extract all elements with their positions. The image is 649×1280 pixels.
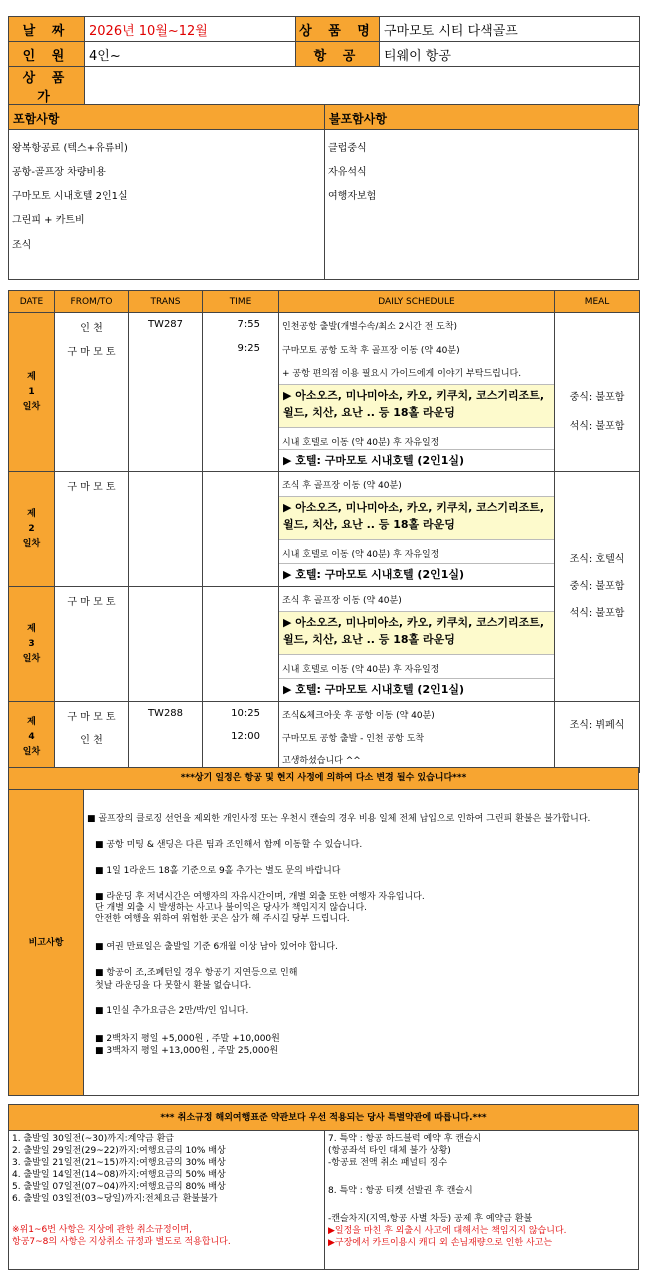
- col-header-meal: MEAL: [555, 291, 640, 313]
- day-4-label: 제 4 일차: [9, 702, 55, 773]
- schedule-line: 조식 후 골프장 이동 (약 40분): [282, 596, 402, 606]
- date-label: 날 짜: [9, 17, 85, 42]
- remark-line: ■ 1인실 추가요금은 2만/박/인 입니다.: [95, 1006, 249, 1016]
- schedule-line: 고생하셨습니다 ^^: [282, 756, 361, 766]
- price-value: [85, 67, 640, 106]
- airline-label: 항 공: [296, 42, 380, 67]
- day-2-label: 제 2 일차: [9, 472, 55, 587]
- schedule-line: 시내 호텔로 이동 (약 40분) 후 자유일정: [282, 665, 440, 675]
- cancellation-title: *** 취소규정 해외여행표준 약관보다 우선 적용되는 당사 특별약관에 따릅니다.***: [9, 1105, 638, 1131]
- schedule-line: 구마모토 공항 도착 후 골프장 이동 (약 40분): [282, 346, 460, 356]
- exclude-item: 자유석식: [328, 167, 367, 178]
- day-1-time-arr: 9:25: [237, 343, 260, 354]
- meal-dinner: 석식: 불포함: [569, 608, 625, 619]
- cancel-note: ※위1~6번 사항은 지상에 관한 취소규정이며,: [12, 1225, 192, 1235]
- day-1-time-dep: 7:55: [237, 319, 260, 330]
- table-row: [9, 472, 640, 587]
- include-item: 공항-골프장 차량비용: [12, 167, 106, 178]
- schedule-line: 조식&체크아웃 후 공항 이동 (약 40분): [282, 711, 435, 721]
- include-item: 그린피 + 카트비: [12, 215, 85, 226]
- day-1-from: 인 천: [80, 323, 103, 334]
- schedule-line: 인천공항 출발(개별수속/최소 2시간 전 도착): [282, 322, 458, 332]
- table-row: [9, 587, 640, 702]
- cancel-rule: (항공좌석 타인 대체 불가 상황): [328, 1146, 451, 1156]
- price-label: 상 품 가: [9, 67, 85, 106]
- day-1-to: 구 마 모 토: [67, 347, 116, 358]
- meal-dinner: 석식: 불포함: [569, 421, 625, 432]
- include-item: 구마모토 시내호텔 2인1실: [12, 191, 128, 202]
- cancel-rule: 8. 특약 : 항공 티켓 선발권 후 캔슬시: [328, 1186, 473, 1196]
- col-header-fromto: FROM/TO: [55, 291, 129, 313]
- schedule-table: [8, 290, 640, 773]
- schedule-notice: ***상기 일정은 항공 및 현지 사정에 의하여 다소 변경 될수 있습니다***: [8, 767, 639, 790]
- include-exclude-box: [8, 104, 639, 280]
- hotel-info: ▶ 호텔: 구마모토 시내호텔 (2인1실): [279, 678, 554, 699]
- remark-line: ■ 라운딩 후 저녁시간은 여행자의 자유시간이며, 개별 외출 또한 여행자 자유입니다.: [95, 892, 425, 902]
- meal-breakfast: 조식: 호텔식: [569, 554, 625, 565]
- cancellation-left: [9, 1131, 325, 1269]
- remark-line: ■ 여권 만료일은 출발일 기준 6개월 이상 남아 있어야 합니다.: [95, 942, 338, 952]
- excludes-column: [325, 105, 638, 279]
- schedule-line: 구마모토 공항 출발 - 인천 공항 도착: [282, 734, 425, 744]
- remark-line: ■ 공항 미팅 & 샌딩은 다른 팀과 조인해서 함께 이동할 수 있습니다.: [95, 840, 363, 850]
- remark-line: 안전한 여행을 위하여 위험한 곳은 삼가 해 주시길 당부 드립니다.: [95, 914, 350, 924]
- day-4-trans: TW288: [147, 708, 184, 719]
- schedule-line: 조식 후 골프장 이동 (약 40분): [282, 481, 402, 491]
- date-value: 2026년 10월~12월: [85, 17, 296, 42]
- hotel-info: ▶ 호텔: 구마모토 시내호텔 (2인1실): [279, 449, 554, 470]
- meal-breakfast: 조식: 뷔페식: [569, 720, 625, 731]
- cancel-rule: -캔슬차지(지역,항공 사별 차등) 공제 후 예약금 환불: [328, 1214, 533, 1224]
- table-row: [9, 702, 640, 773]
- exclude-item: 클럽중식: [328, 143, 367, 154]
- remark-line: 단 개별 외출 시 발생하는 사고나 불이익은 당사가 책임지지 않습니다.: [95, 903, 368, 913]
- schedule-line: + 공항 편의점 이용 필요시 가이드에게 이야기 부탁드립니다.: [282, 369, 522, 379]
- exclude-item: 여행자보험: [328, 191, 377, 202]
- day-1-trans: TW287: [147, 319, 184, 330]
- remark-line: ■ 1일 1라운드 18홀 기준으로 9홀 추가는 별도 문의 바랍니다: [95, 866, 341, 876]
- cancel-note: ▶일정을 마친 후 외출시 사고에 대해서는 책임지지 않습니다.: [328, 1226, 567, 1236]
- remark-line: ■ 항공이 조,조폐턴일 경우 항공기 지연등으로 인해: [95, 968, 298, 978]
- people-label: 인 원: [9, 42, 85, 67]
- cancellation-right: [325, 1131, 638, 1269]
- product-label: 상 품 명: [296, 17, 380, 42]
- cancel-rule: 2. 출발일 29일전(29~22)까지:여행요금의 10% 배상: [12, 1146, 226, 1156]
- cancel-note: 항공7~8의 사항은 지상취소 규정과 별도로 적용합니다.: [12, 1237, 231, 1247]
- day-4-time-dep: 10:25: [231, 708, 260, 719]
- col-header-trans: TRANS: [129, 291, 203, 313]
- includes-column: [9, 105, 325, 279]
- cancel-rule: 5. 출발일 07일전(07~04)까지:여행요금의 80% 배상: [12, 1182, 226, 1192]
- remarks-label: 비고사항: [9, 790, 84, 1095]
- meal-lunch: 중식: 불포함: [569, 392, 625, 403]
- golf-course-highlight: ▶ 아소오즈, 미나미아소, 카오, 키쿠치, 코스기리조트, 윌드, 치산, 요난 .. 등 18홀 라운딩: [279, 611, 554, 655]
- header-table: [8, 16, 640, 106]
- include-item: 조식: [12, 240, 32, 251]
- remark-line: ■ 2백차지 평일 +5,000원 , 주말 +10,000원: [95, 1034, 280, 1044]
- remark-line: ■ 3백차지 평일 +13,000원 , 주말 25,000원: [95, 1046, 279, 1056]
- col-header-time: TIME: [203, 291, 279, 313]
- cancel-rule: -항공료 전액 취소 패널티 징수: [328, 1158, 448, 1168]
- day-4-to: 인 천: [80, 735, 103, 746]
- people-value: 4인~: [85, 42, 296, 67]
- day-4-time-arr: 12:00: [231, 731, 260, 742]
- col-header-date: DATE: [9, 291, 55, 313]
- includes-title: 포함사항: [9, 105, 324, 130]
- include-item: 왕복항공료 (텍스+유류비): [12, 143, 128, 154]
- cancel-rule: 3. 출발일 21일전(21~15)까지:여행요금의 30% 배상: [12, 1158, 226, 1168]
- day-4-from: 구 마 모 토: [67, 712, 116, 723]
- cancel-rule: 4. 출발일 14일전(14~08)까지:여행요금의 50% 배상: [12, 1170, 226, 1180]
- cancel-note: ▶구장에서 카트이용시 캐디 외 손님재량으로 인한 사고는: [328, 1238, 553, 1248]
- schedule-line: 시내 호텔로 이동 (약 40분) 후 자유일정: [282, 550, 440, 560]
- golf-course-highlight: ▶ 아소오즈, 미나미아소, 카오, 키쿠치, 코스기리조트, 윌드, 치산, 요난 .. 등 18홀 라운딩: [279, 384, 554, 428]
- meal-lunch: 중식: 불포함: [569, 581, 625, 592]
- remark-line: ■ 골프장의 클로징 선언을 제외한 개인사정 또는 우천시 캔슬의 경우 비용 일체 전체 납입으로 인하여 그린피 환불은 불가합니다.: [87, 814, 591, 824]
- cancel-rule: 6. 출발일 03일전(03~당일)까지:전체요금 환불불가: [12, 1194, 218, 1204]
- hotel-info: ▶ 호텔: 구마모토 시내호텔 (2인1실): [279, 563, 554, 584]
- excludes-title: 불포함사항: [325, 105, 638, 130]
- day-2-from: 구 마 모 토: [67, 482, 116, 493]
- product-value: 구마모토 시티 다색골프: [380, 17, 640, 42]
- day-3-from: 구 마 모 토: [67, 597, 116, 608]
- col-header-schedule: DAILY SCHEDULE: [279, 291, 555, 313]
- cancel-rule: 1. 출발일 30일전(~30)까지:계약금 환급: [12, 1134, 174, 1144]
- golf-course-highlight: ▶ 아소오즈, 미나미아소, 카오, 키쿠치, 코스기리조트, 윌드, 치산, 요난 .. 등 18홀 라운딩: [279, 496, 554, 540]
- table-row: [9, 313, 640, 472]
- airline-value: 티웨이 항공: [380, 42, 640, 67]
- day-1-label: 제 1 일차: [9, 313, 55, 472]
- schedule-line: 시내 호텔로 이동 (약 40분) 후 자유일정: [282, 438, 440, 448]
- remarks-box: [8, 790, 639, 1096]
- cancellation-box: [8, 1104, 639, 1270]
- remark-line: 첫날 라운딩을 다 못할시 환불 없습니다.: [95, 981, 252, 991]
- day-3-label: 제 3 일차: [9, 587, 55, 702]
- cancel-rule: 7. 특약 : 항공 하드블럭 예약 후 캔슬시: [328, 1134, 482, 1144]
